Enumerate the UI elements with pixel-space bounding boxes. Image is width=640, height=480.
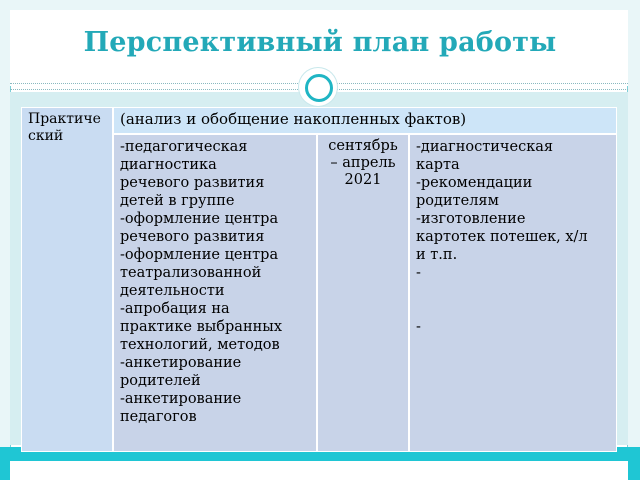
result-line: и т.п. [416, 247, 458, 263]
table-cell-header: (анализ и обобщение накопленных фактов) [113, 107, 617, 134]
table-cell-period [317, 134, 409, 452]
ring-icon [305, 74, 333, 102]
task-line: -анкетирование [120, 355, 242, 371]
task-line: -апробация на [120, 301, 230, 317]
bottom-frame-strip [10, 461, 628, 480]
result-line [416, 282, 610, 300]
task-line: практике выбранных [120, 319, 282, 335]
result-line [416, 300, 610, 318]
task-line: театрализованной [120, 265, 262, 281]
task-line: -оформление центра [120, 211, 279, 227]
result-line: карта [416, 157, 460, 173]
task-line: технологий, методов [120, 337, 280, 353]
period-line: сентябрь [328, 138, 398, 154]
result-line: картотек потешек, х/л [416, 229, 588, 245]
result-line: -рекомендации [416, 175, 533, 191]
slide-title: Перспективный план работы [83, 27, 557, 58]
task-line: -анкетирование [120, 391, 242, 407]
task-line: -оформление центра [120, 247, 279, 263]
task-line: диагностика [120, 157, 217, 173]
task-line: деятельности [120, 283, 225, 299]
task-line: родителей [120, 373, 201, 389]
result-line: -изготовление [416, 211, 526, 227]
task-line: речевого развития [120, 229, 265, 245]
result-line: родителям [416, 193, 499, 209]
result-line: - [416, 319, 421, 335]
table-cell-tasks [113, 134, 317, 452]
result-line: -диагностическая [416, 139, 554, 155]
period-line: – апрель [330, 155, 396, 171]
task-line: -педагогическая [120, 139, 248, 155]
task-line: педагогов [120, 409, 197, 425]
result-line: - [416, 265, 421, 281]
task-line: речевого развития [120, 175, 265, 191]
table-cell-stage: Практический [21, 107, 113, 452]
period-line: 2021 [344, 172, 382, 188]
divider-circle-ornament [299, 68, 337, 106]
task-line: детей в группе [120, 193, 235, 209]
table-cell-results [409, 134, 617, 452]
